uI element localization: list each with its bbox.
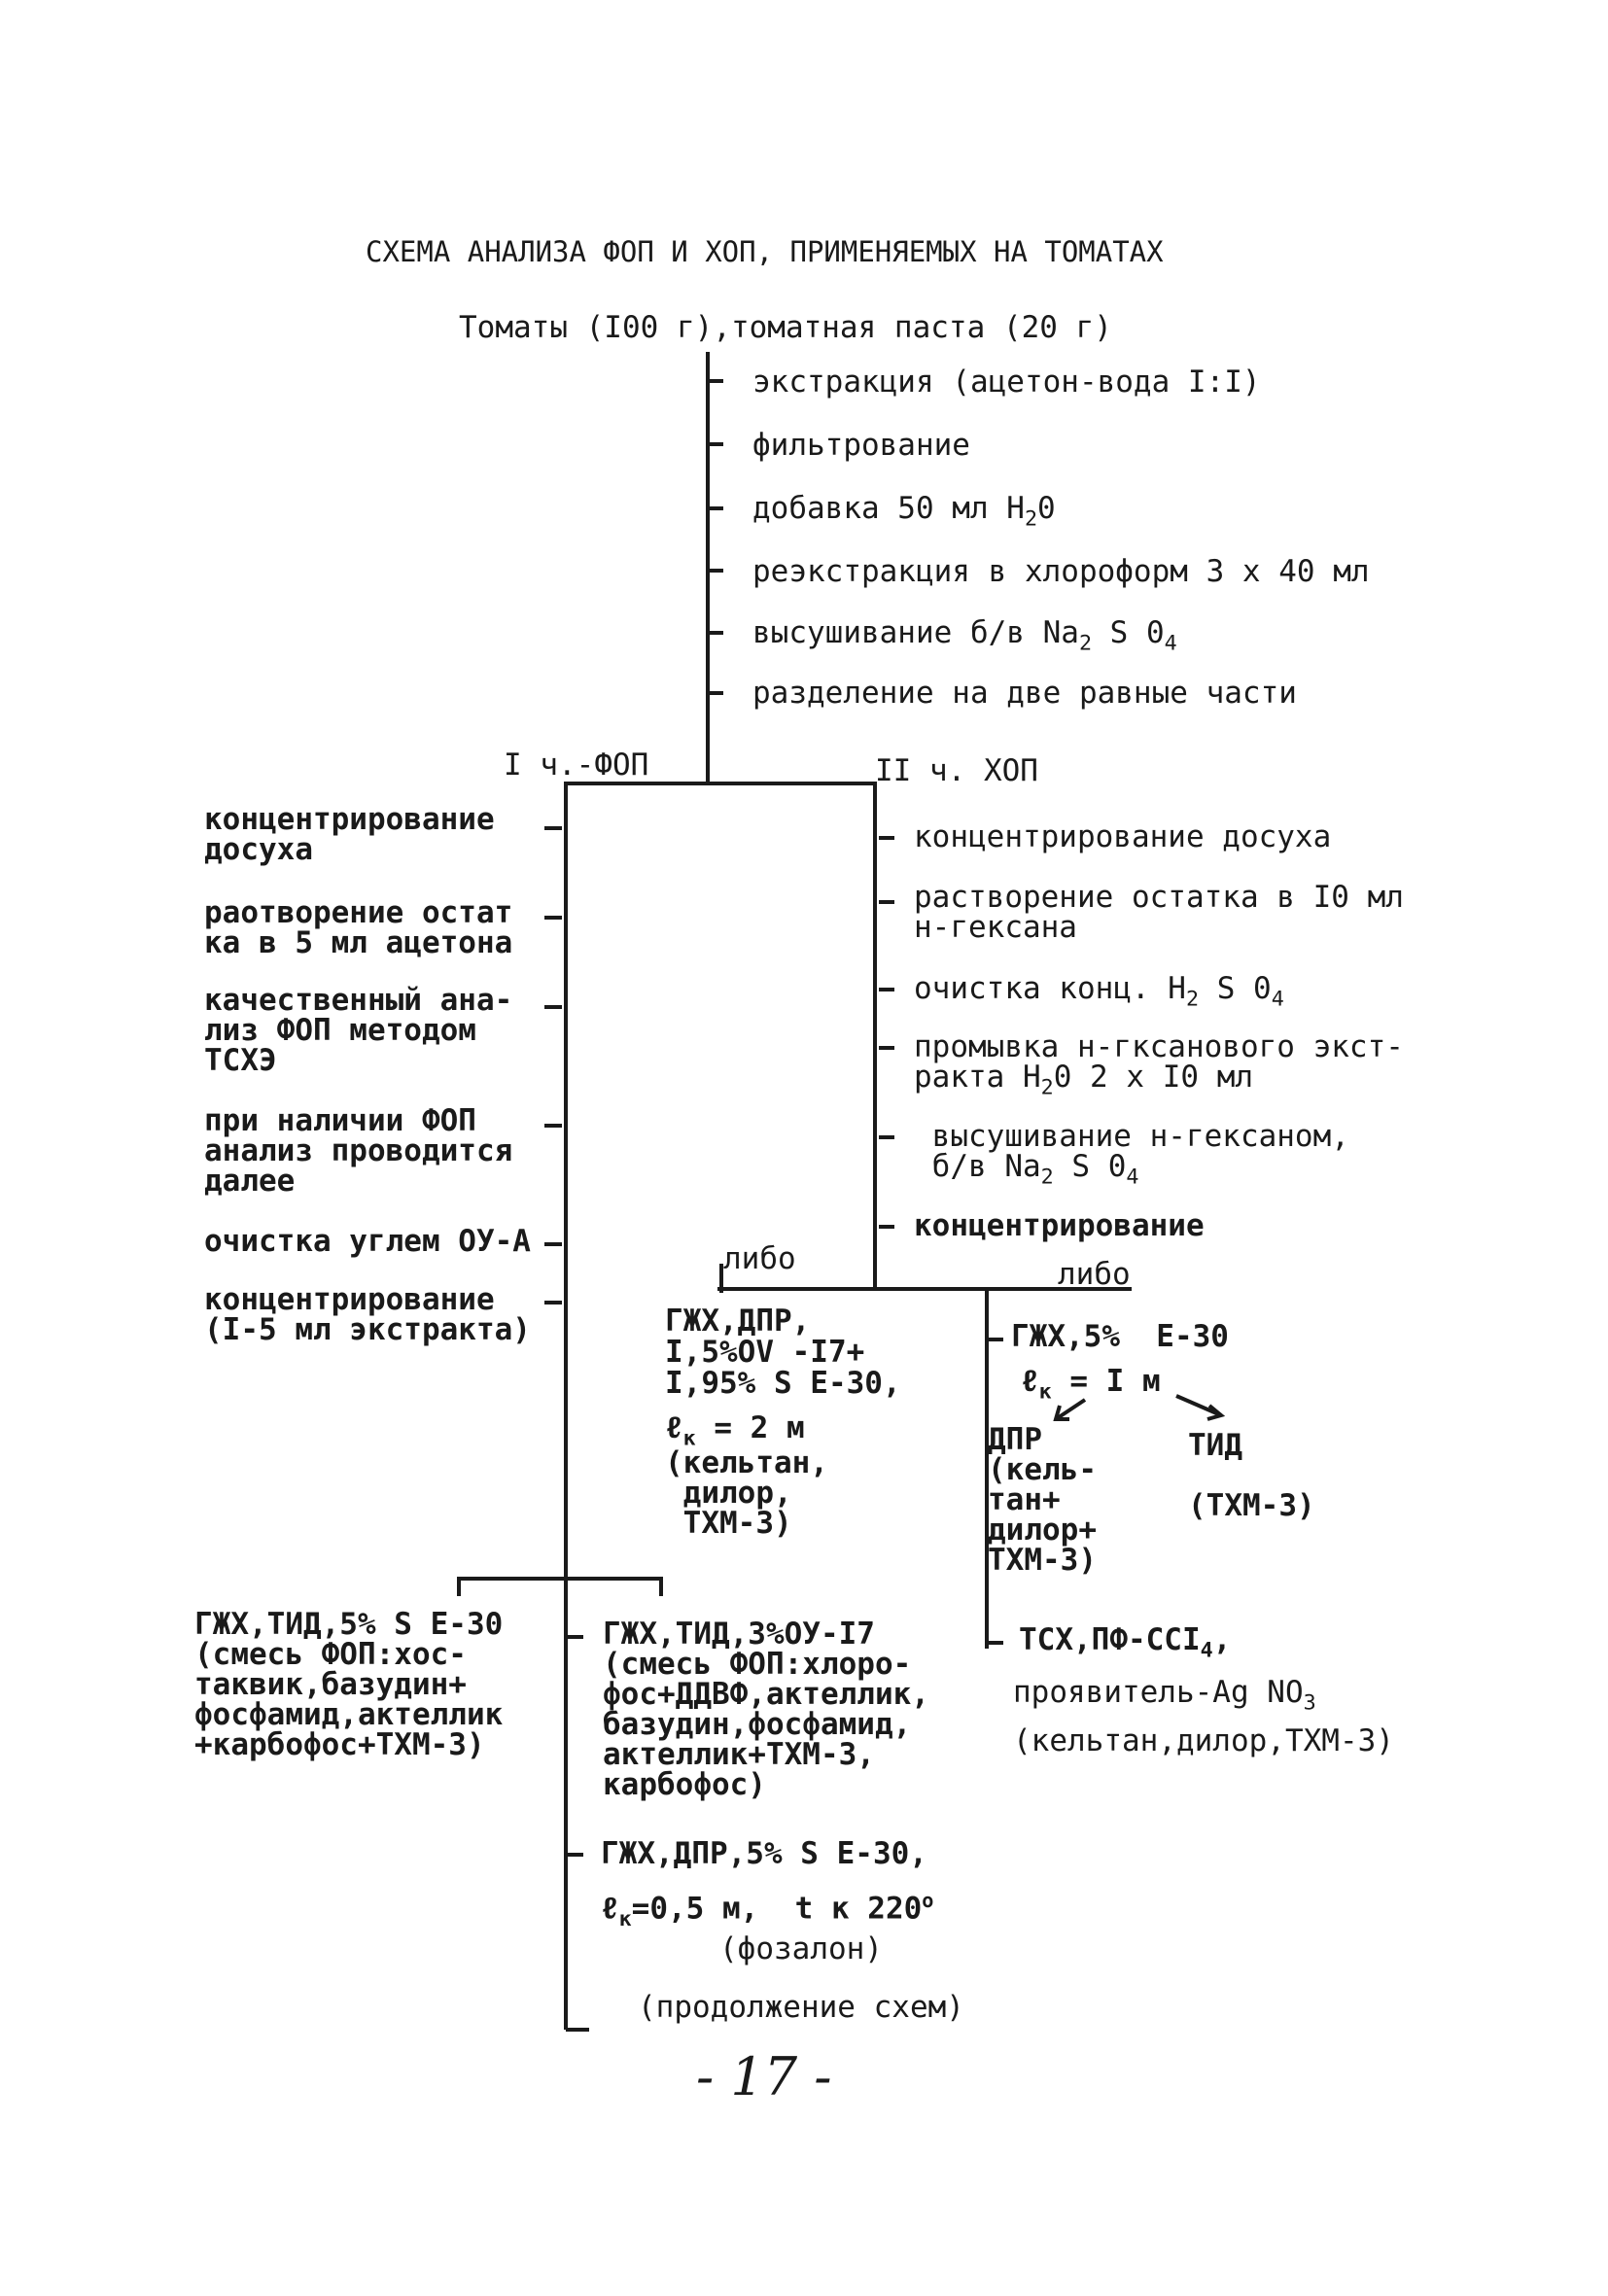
fop-gc-tid-5: ГЖХ,ТИД,5% S E-30 (смесь ФОП:хос- таквик,базудин+ фосфамид,актеллик +карбофос+ТХМ-3): [194, 1607, 504, 1762]
fop-step-dissolve: раотворение остат ка в 5 мл ацетона: [204, 895, 513, 960]
gc-dpr-line3: I,95% S E-30,: [665, 1366, 901, 1401]
step-reextraction: реэкстракция в хлороформ 3 х 40 мл: [752, 554, 1370, 589]
hop-step-concentration: концентрирование досуха: [914, 819, 1332, 854]
fop-step-tlc: качественный ана- лиз ФОП методом ТСХЭ: [204, 983, 513, 1078]
page-number: - 17 -: [696, 2046, 832, 2107]
gc-dpr-line1: ГЖХ,ДПР,: [665, 1304, 811, 1339]
continuation-note: (продолжение схем): [638, 1990, 964, 2025]
hop-step-concentrate: концентрирование: [914, 1208, 1205, 1243]
part1-label: I ч.-ФОП: [504, 748, 649, 783]
fop-step-concentration: концентрирование досуха: [204, 802, 495, 867]
fop-gc-dpr-line1: ГЖХ,ДПР,5% S E-30,: [601, 1836, 927, 1871]
tlc-line2: проявитель-Ag $NO_3$: [1013, 1675, 1316, 1716]
step-extraction: экстракция (ацетон-вода I:I): [752, 365, 1261, 400]
gc-dpr-line2: I,5%ОV -I7+: [665, 1335, 865, 1370]
fop-step-concentrate-extract: концентрирование (I-5 мл экстракта): [204, 1282, 531, 1347]
either-left-label: либо: [723, 1241, 796, 1276]
step-add-water: добавка 50 мл $H_20$: [752, 491, 1056, 532]
gc-dpr-column-length: ℓ$_к$ = 2 м: [665, 1410, 805, 1451]
tlc-line1: $ТСХ,ПФ-ССI_4$,: [1019, 1622, 1232, 1663]
fop-step-carbon: очистка углем ОУ-А: [204, 1224, 531, 1259]
step-filtration: фильтрование: [752, 428, 970, 463]
gc-dpr-compounds: (кельтан, дилор, ТХМ-3): [665, 1445, 828, 1541]
fop-step-further: при наличии ФОП анализ проводится далее: [204, 1103, 513, 1199]
fop-gc-dpr-compound: (фозалон): [719, 1931, 883, 1966]
hop-step-wash: промывка н-гксанового экст- ракта $H_20$ 2 х I0 мл: [914, 1029, 1404, 1100]
sample-label: Томаты (I00 г),томатная паста (20 г): [459, 310, 1112, 345]
gc-right-tid: ТИД (ТХМ-3): [1188, 1428, 1315, 1523]
hop-step-acid: очистка конц. $H_2$ S $0_4$: [914, 971, 1284, 1012]
hop-step-dissolve: растворение остатка в I0 мл н-гексана: [914, 880, 1404, 945]
either-right-label: либо: [1058, 1257, 1131, 1292]
part2-label: II ч. ХОП: [875, 753, 1038, 788]
diagram-title: СХЕМА АНАЛИЗА ФОП И ХОП, ПРИМЕНЯЕМЫХ НА ТОМАТАХ: [366, 235, 1164, 268]
tlc-compounds: (кельтан,дилор,ТХМ-3): [1013, 1723, 1394, 1758]
step-split: разделение на две равные части: [752, 676, 1297, 711]
gc-right-line1: ГЖХ,5% E-30: [1011, 1319, 1229, 1354]
hop-step-drying: высушивание н-гексаном, б/в $Na_2$ S $0_4$: [931, 1119, 1349, 1190]
fop-gc-tid-3: ГЖХ,ТИД,3%ОУ-I7 (смесь ФОП:хлоро- фос+ДДВФ,актеллик, базудин,фосфамид, актеллик+ТХМ-3, карбофос): [603, 1617, 929, 1802]
step-drying: высушивание б/в $Na_2$ S $0_4$: [752, 615, 1177, 656]
arrow-to-tid: [1176, 1396, 1221, 1415]
gc-right-column-length: ℓ$_к$ = I м: [1021, 1364, 1161, 1405]
fop-gc-dpr-line2: ℓ$_к$=0,5 м, t к $220^о$: [601, 1889, 934, 1931]
gc-right-dpr: ДПР (кель- тан+ дилор+ ТХМ-3): [988, 1422, 1097, 1578]
